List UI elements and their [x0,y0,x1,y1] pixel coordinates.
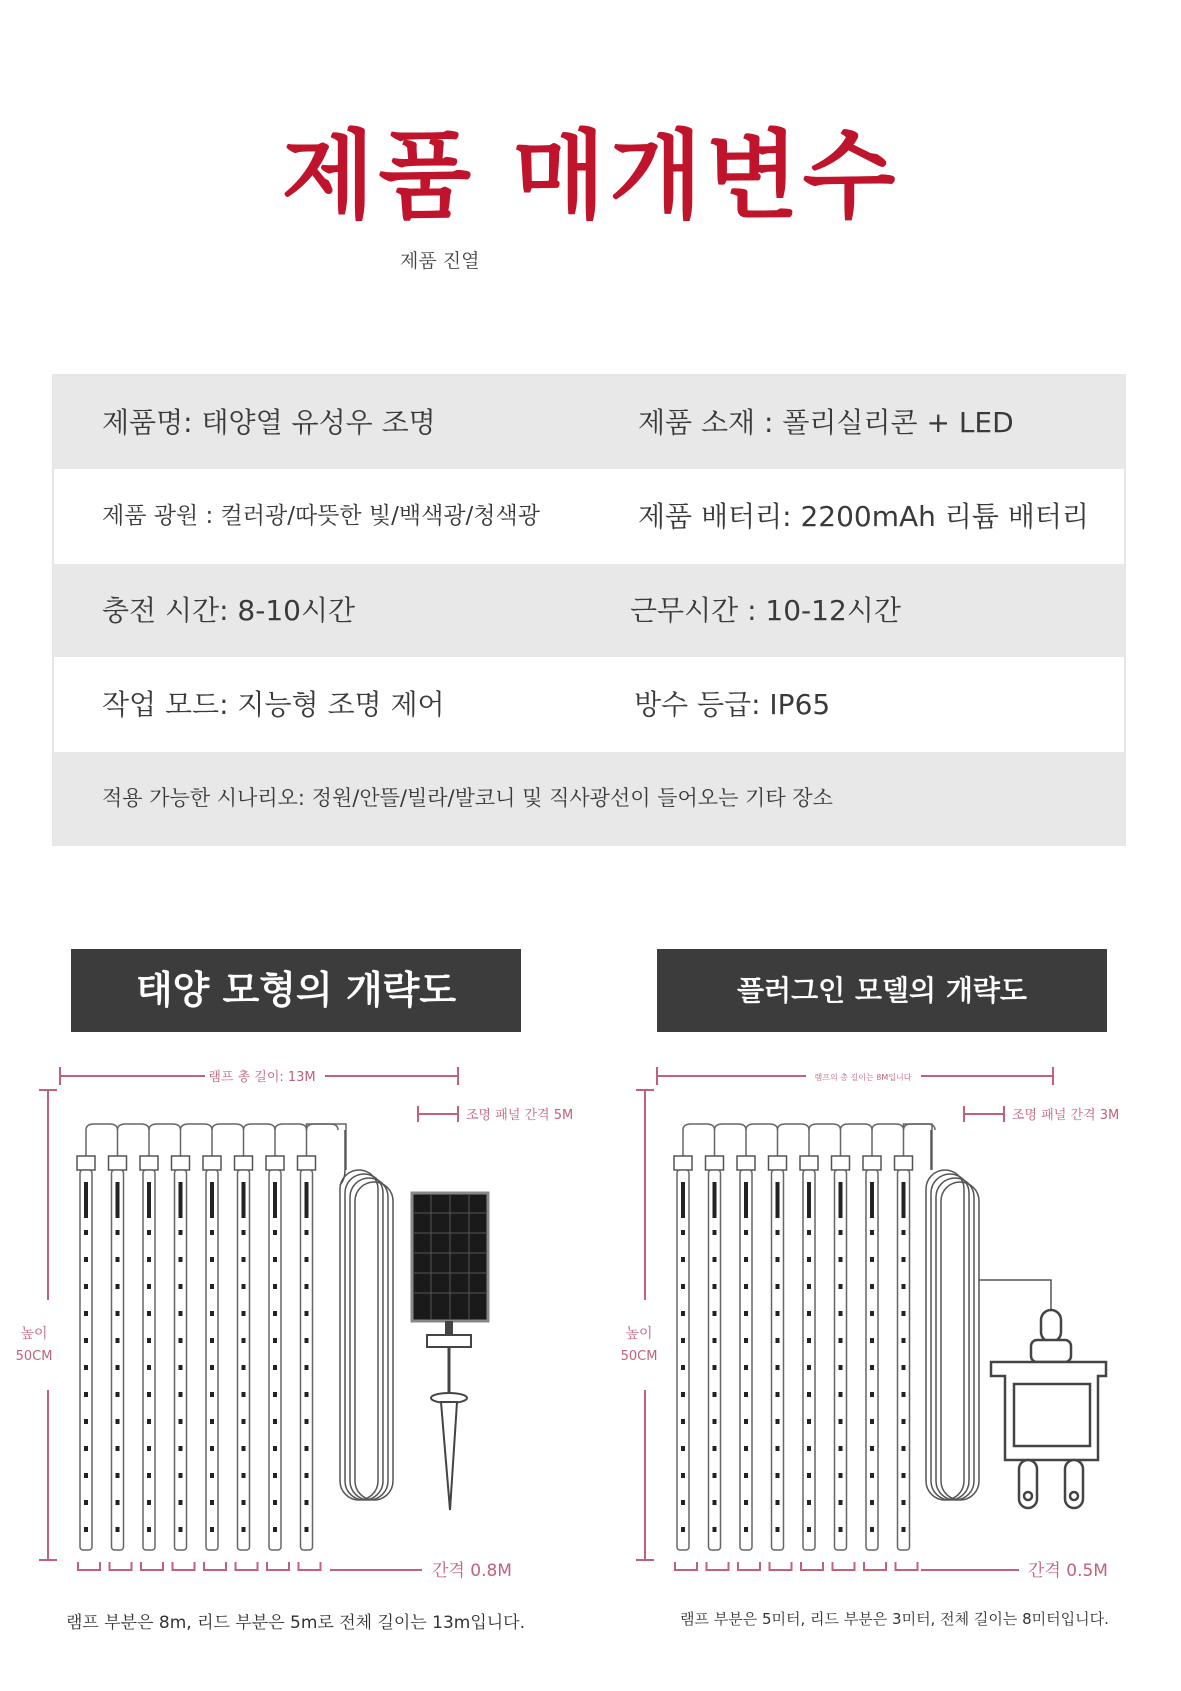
spacing-bracket [236,1562,258,1570]
spec-row-5 [54,752,1124,845]
spacing-bracket [204,1562,226,1570]
spacing-bracket [299,1562,321,1570]
spec-charge-time: 충전 시간: 8-10시간 [102,594,356,627]
solar-height-line [39,1090,57,1560]
spec-scenario: 적용 가능한 시나리오: 정원/안뜰/빌라/발코니 및 직사광선이 들어오는 기타 장소 [102,786,833,810]
solar-caption: 램프 부분은 8m, 리드 부분은 5m로 전체 길이는 13m입니다. [66,1613,525,1633]
light-tube [895,1124,936,1550]
spec-work-mode: 작업 모드: 지능형 조명 제어 [102,688,445,721]
light-tube [298,1124,339,1550]
spacing-bracket [110,1562,132,1570]
spec-table [52,374,1126,846]
spacing-bracket [738,1562,760,1570]
spacing-bracket [801,1562,823,1570]
solar-panel-gap: 조명 패널 간격 5M [466,1108,574,1123]
solar-panel-gap-line [418,1106,458,1122]
solar-spacing: 간격 0.8M [432,1561,512,1581]
spacing-bracket [675,1562,697,1570]
plugin-panel-gap-line [964,1106,1004,1122]
spacing-bracket [141,1562,163,1570]
spec-row-2 [54,470,1124,563]
plugin-model-banner: 플러그인 모델의 개략도 [657,949,1107,1032]
page-subtitle: 제품 진열 [400,250,480,272]
spec-waterproof: 방수 등급: IP65 [634,688,831,721]
spacing-bracket [267,1562,289,1570]
solar-cable-coil [340,1130,393,1500]
spec-row-3 [54,564,1124,657]
plugin-caption: 램프 부분은 5미터, 리드 부분은 3미터, 전체 길이는 8미터입니다. [680,1610,1109,1628]
spacing-bracket [833,1562,855,1570]
plugin-diagram [591,1050,1181,1590]
solar-height-value: 50CM [15,1349,53,1364]
spec-light-source: 제품 광원 : 컬러광/따뜻한 빛/백색광/청색광 [102,503,540,529]
solar-total-length: 램프 총 길이: 13M [208,1070,316,1085]
solar-spacing-brackets [78,1562,321,1570]
plugin-total-length: 램프의 총 길이는 8M입니다 [814,1073,912,1082]
solar-diagram [0,1050,590,1590]
spacing-bracket [770,1562,792,1570]
solar-model-banner: 태양 모형의 개략도 [71,949,521,1032]
spec-battery: 제품 배터리: 2200mAh 리튬 배터리 [638,500,1089,533]
plugin-height-line [636,1090,654,1560]
spacing-bracket [707,1562,729,1570]
spec-row-1 [54,376,1124,469]
plugin-spacing-brackets [675,1562,918,1570]
plugin-height-value: 50CM [620,1349,658,1364]
plugin-spacing: 간격 0.5M [1028,1561,1108,1581]
spec-product-name: 제품명: 태양열 유성우 조명 [102,406,436,439]
spacing-bracket [864,1562,886,1570]
plugin-height-label: 높이 [625,1326,653,1342]
plugin-panel-gap: 조명 패널 간격 3M [1012,1108,1120,1123]
page-title: 제품 매개변수 [281,120,900,232]
plugin-tubes [674,1124,935,1550]
power-plug-icon [991,1310,1106,1508]
spacing-bracket [78,1562,100,1570]
spec-row-4 [54,658,1124,751]
spec-work-time: 근무시간 : 10-12시간 [630,594,901,627]
solar-height-label: 높이 [20,1326,48,1342]
spacing-bracket [173,1562,195,1570]
spec-material: 제품 소재 : 폴리실리콘 + LED [638,406,1014,439]
spacing-bracket [896,1562,918,1570]
solar-panel-icon [412,1193,488,1510]
solar-tubes [77,1124,346,1550]
